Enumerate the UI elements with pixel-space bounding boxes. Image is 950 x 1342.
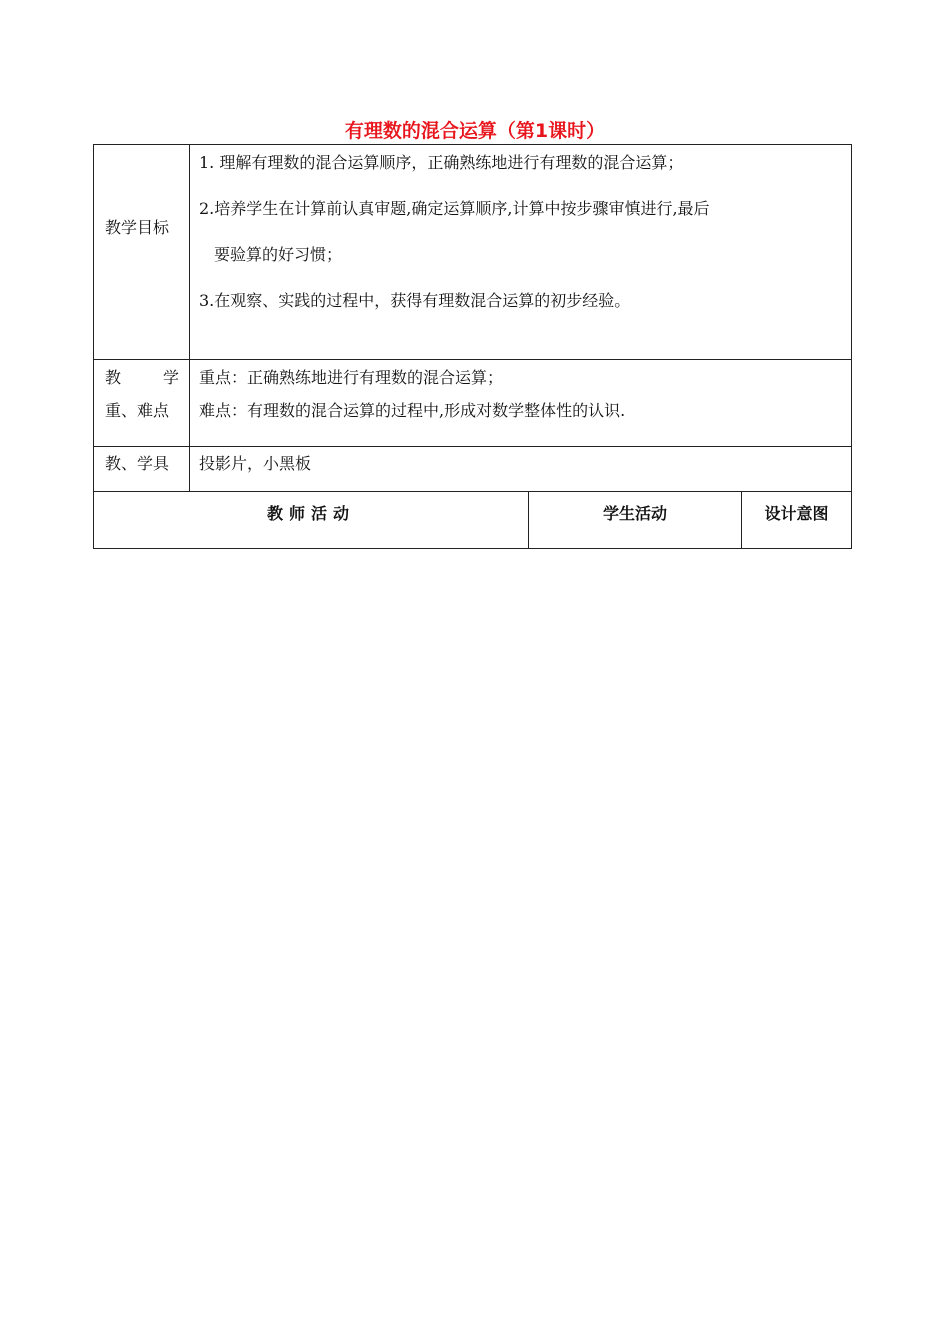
focus-label-line-1 <box>94 360 189 389</box>
tools-row <box>94 447 852 492</box>
tools-label: 教、学具 <box>105 454 170 473</box>
goal-line-2: 2.培养学生在计算前认真审题,确定运算顺序,计算中按步骤审慎进行,最后 <box>199 199 710 218</box>
goals-label: 教学目标 <box>105 218 170 237</box>
focus-label-char-1: 教 <box>105 368 122 387</box>
design-intent-header: 设计意图 <box>764 504 829 523</box>
teacher-activity-header: 教师活动 <box>266 504 355 523</box>
tools-label-cell <box>94 447 190 492</box>
goals-row <box>94 145 852 360</box>
key-point-text: 重点：正确熟练地进行有理数的混合运算； <box>199 368 504 387</box>
focus-label-line-2: 重、难点 <box>105 401 170 420</box>
lesson-plan-table <box>93 144 852 549</box>
tools-value: 投影片，小黑板 <box>199 454 312 473</box>
goal-line-3: 3.在观察、实践的过程中，获得有理数混合运算的初步经验。 <box>199 291 631 310</box>
goal-line-1: 1. 理解有理数的混合运算顺序，正确熟练地进行有理数的混合运算； <box>199 153 684 172</box>
activity-header-row <box>94 492 852 549</box>
teacher-activity-header-cell <box>94 492 529 549</box>
focus-label-cell <box>94 360 190 447</box>
tools-content-cell <box>190 447 852 492</box>
focus-label-char-2: 学 <box>162 368 179 387</box>
goals-content-cell <box>190 145 852 360</box>
difficulty-text: 难点：有理数的混合运算的过程中,形成对数学整体性的认识. <box>199 401 626 420</box>
design-intent-header-cell <box>742 492 852 549</box>
focus-row <box>94 360 852 447</box>
goal-line-2-continued: 要验算的好习惯； <box>214 245 343 264</box>
focus-content-cell <box>190 360 852 447</box>
page-title: 有理数的混合运算（第1课时） <box>344 120 606 142</box>
student-activity-header-cell <box>529 492 742 549</box>
student-activity-header: 学生活动 <box>602 504 667 523</box>
goals-label-cell <box>94 145 190 360</box>
